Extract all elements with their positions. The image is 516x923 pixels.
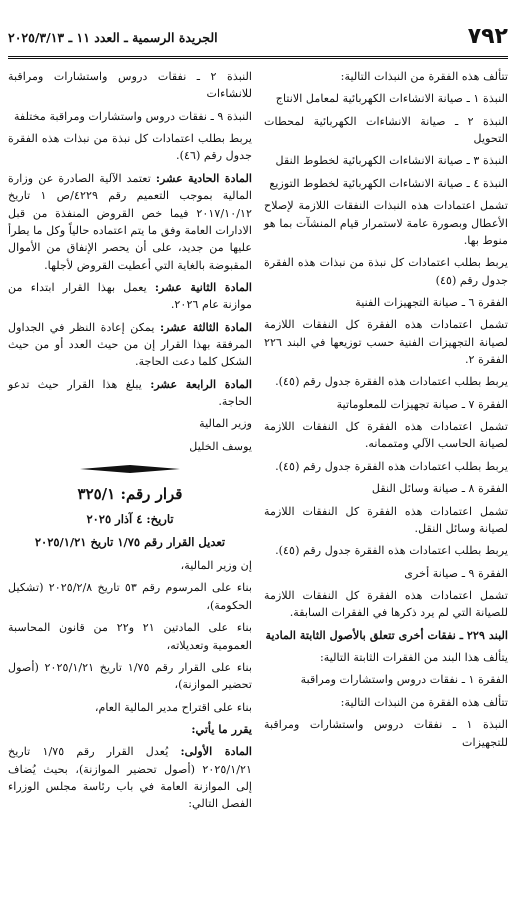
left-paragraph <box>8 68 252 103</box>
right-paragraph: الفقرة ١ ـ نفقات دروس واستشارات ومراقبة <box>300 673 508 687</box>
right-paragraph: الفقرة ٦ ـ صيانة التجهيزات الفنية <box>355 295 508 309</box>
decision-subject: تعديل القرار رقم ١/٧٥ تاريخ ٢٠٢٥/١/٢١ <box>34 535 226 550</box>
left-paragraph <box>8 170 252 274</box>
preamble-paragraph <box>8 699 252 716</box>
article-1-text: يُعدل القرار رقم ١/٧٥ تاريخ ٢٠٢٥/١/٢١ (أصول تحضير الموازنة)، بحيث يُضاف إلى الموازنة العامة في باب رئاسة مجلس الوزراء الفصل التالي: <box>8 745 252 811</box>
page-header <box>8 24 508 56</box>
left-column <box>8 68 252 818</box>
left-paragraph-text: تعتمد الآلية الصادرة عن وزارة المالية بموجب التعميم رقم ٤٢٢٩/ص ١ تاريخ ٢٠١٧/١٠/١٢ فيما خص القروض المنفذة من قبل الادارات العامة وفق ما يتم اعتماده حالياً وكل ما يطرأ عليها من جديد، على أن يحصر الإنفاق من الأموال المقبوضة بالغاية التي أعطيت القروض لأجلها. <box>8 171 252 272</box>
right-paragraph: الفقرة ٩ ـ صيانة أخرى <box>404 566 508 580</box>
preamble-paragraph-text: بناء على المرسوم رقم ٥٣ تاريخ ٢٠٢٥/٢/٨ (تشكيل الحكومة)، <box>8 581 253 612</box>
right-paragraph: تشمل اعتمادات هذه الفقرة كل النفقات اللازمة لصيانة الحاسب الآلي ومتممانه. <box>264 420 508 451</box>
decision-preamble <box>8 557 252 716</box>
right-paragraph: تتألف هذه الفقرة من النبذات التالية: <box>340 695 508 709</box>
section-divider <box>8 465 252 473</box>
left-paragraph-text: يربط بطلب اعتمادات كل نبذة من نبذات هذه الفقرة جدول رقم (٤٦). <box>8 132 252 163</box>
right-paragraph: النبذة ٤ ـ صيانة الانشاءات الكهربائية لخطوط التوزيع <box>269 176 508 190</box>
minister-title: وزير المالية <box>199 417 252 431</box>
header-rule <box>8 56 508 59</box>
gazette-title: الجريدة الرسمية ـ العدد ١١ ـ ٢٠٢٥/٣/١٣ <box>8 30 218 45</box>
preamble-paragraph <box>8 659 252 694</box>
divider-ornament-icon <box>80 465 180 473</box>
right-paragraph: النبذة ١ ـ نفقات دروس واستشارات ومراقبة للتجهيزات <box>264 718 508 749</box>
left-paragraph-lead: المادة الرابعة عشر: <box>150 376 252 391</box>
right-paragraph: النبذة ٢ ـ صيانة الانشاءات الكهربائية لمحطات التحويل <box>264 114 508 146</box>
minister-name: يوسف الخليل <box>189 439 252 453</box>
preamble-paragraph-text: بناء على القرار رقم ١/٧٥ تاريخ ٢٠٢٥/١/٢١ (أصول تحضير الموازنة)، <box>8 660 253 692</box>
left-paragraph-text: يعمل بهذا القرار ابتداء من موازنة عام ٢٠٢٦. <box>8 280 252 312</box>
right-paragraph: البند ٢٢٩ ـ نفقات أخرى تتعلق بالأصول الثابتة المادية <box>265 627 508 642</box>
right-paragraph: يربط بطلب اعتمادات هذه الفقرة جدول رقم (٤٥). <box>275 375 508 389</box>
preamble-paragraph-text: إن وزير المالية، <box>180 559 252 573</box>
right-paragraph: النبذة ١ ـ صيانة الانشاءات الكهربائية لمعامل الانتاج <box>275 92 508 106</box>
right-paragraph: الفقرة ٨ ـ صيانة وسائل النقل <box>371 482 508 496</box>
right-paragraph: يربط بطلب اعتمادات هذه الفقرة جدول رقم (٤٥). <box>275 459 508 473</box>
right-paragraph: تشمل اعتمادات هذه الفقرة كل النفقات اللازمة لصيانة التجهيزات الفنية حسب توزيعها في البند ٢٢٦ الفقرة ٢. <box>264 318 508 367</box>
right-paragraph: النبذة ٣ ـ صيانة الانشاءات الكهربائية لخطوط النقل <box>275 154 508 168</box>
decision-date: تاريخ: ٤ آذار ٢٠٢٥ <box>86 512 174 527</box>
left-paragraph <box>8 130 252 165</box>
left-paragraph-text: يمكن إعادة النظر في الجداول المرفقة بهذا القرار إن من حيث العدد أو من حيث الشكل كلما دعت الحاجة. <box>8 320 252 369</box>
preamble-paragraph <box>8 557 252 574</box>
decision-title: قرار رقم: ٣٢٥/١ <box>77 485 183 504</box>
right-paragraph: تشمل اعتمادات هذه الفقرة كل النفقات اللازمة للصيانة التي لم يرد ذكرها في الفقرات السابقة. <box>264 588 508 620</box>
right-paragraph: يربط بطلب اعتمادات هذه الفقرة جدول رقم (٤٥). <box>275 544 508 558</box>
preamble-paragraph-text: بناء على المادتين ٢١ و٢٢ من قانون المحاسبة العمومية وتعديلاته، <box>8 621 252 652</box>
left-paragraph-text: النبذة ٢ ـ نفقات دروس واستشارات ومراقبة للانشاءات <box>8 70 252 101</box>
left-paragraph <box>8 108 252 125</box>
left-paragraph-lead: المادة الثالثة عشر: <box>160 319 252 334</box>
right-paragraph: يربط بطلب اعتمادات كل نبذة من نبذات هذه الفقرة جدول رقم (٤٥) <box>264 256 508 287</box>
right-paragraph: الفقرة ٧ ـ صيانة تجهيزات للمعلوماتية <box>336 397 508 411</box>
article-1 <box>8 743 252 812</box>
right-paragraph: تشمل اعتمادات هذه الفقرة كل النفقات اللازمة لصيانة وسائل النقل. <box>264 504 508 535</box>
preamble-paragraph-text: بناء على اقتراح مدير المالية العام، <box>94 700 252 714</box>
left-paragraph-text: النبذة ٩ ـ نفقات دروس واستشارات ومراقبة مختلفة <box>13 109 252 123</box>
article-1-lead: المادة الأولى: <box>180 744 253 759</box>
right-paragraph: تتألف هذه الفقرة من النبذات التالية: <box>340 70 508 83</box>
right-paragraph: تشمل اعتمادات هذه النبذات النفقات اللازمة لإصلاح الأعطال وبصورة عامة لاستمرار قيام المنشآت بما هو منوط بها. <box>264 199 508 247</box>
preamble-paragraph <box>8 619 252 654</box>
left-paragraph-lead: المادة الحادية عشر: <box>155 170 252 185</box>
preamble-paragraph <box>8 579 252 614</box>
left-paragraph <box>8 376 252 411</box>
left-paragraph-lead: المادة الثانية عشر: <box>154 279 252 294</box>
left-paragraph-text: يبلغ هذا القرار حيث تدعو الحاجة. <box>8 377 252 409</box>
decides-heading: يقرر ما يأتي: <box>191 721 252 736</box>
right-column <box>264 68 508 756</box>
left-paragraph <box>8 279 252 314</box>
page-number: ٧٩٢ <box>467 24 508 49</box>
left-paragraphs <box>8 68 252 410</box>
left-paragraph <box>8 319 252 371</box>
right-paragraph: يتألف هذا البند من الفقرات الثابتة التالية: <box>319 651 508 665</box>
